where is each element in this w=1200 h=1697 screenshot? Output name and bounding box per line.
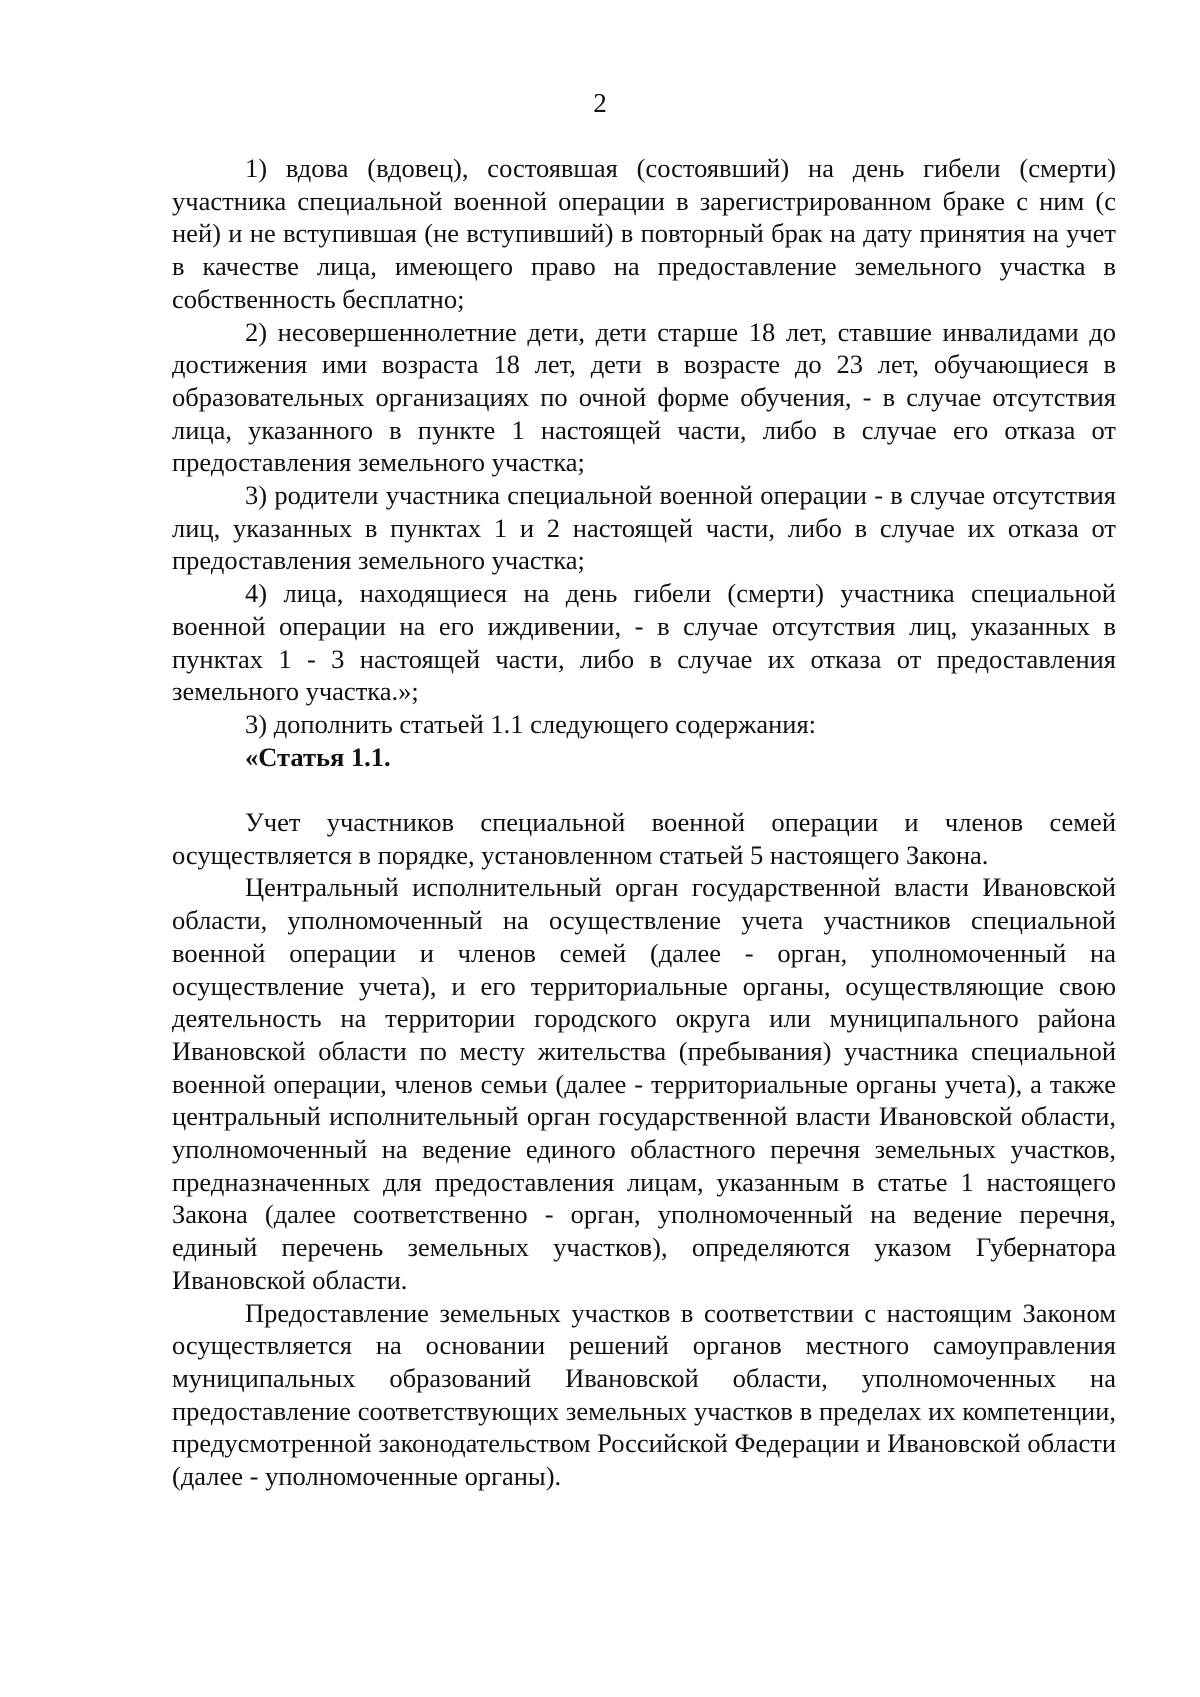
article-heading	[172, 741, 1116, 774]
opening-quote: «	[245, 741, 259, 772]
paragraph-item-1: 1) вдова (вдовец), состоявшая (состоявший) на день гибели (смерти) участника специальной военной операции в зарегистрированном браке с ним (с ней) и не вступившая (не вступивший) в повторный брак на дату принятия на учет в качестве лица, имеющего право на предоставление земельного участка в собственность бесплатно;	[172, 153, 1116, 314]
paragraph-central-body: Центральный исполнительный орган государственной власти Ивановской области, уполномоченный на осуществление учета участников специальной военной операции и членов семей (далее - орган, уполномоченный на осуществление учета), и его территориальные органы, осуществляющие свою деятельность на территории городского округа или муниципального района Ивановской области по месту жительства (пребывания) участника специальной военной операции, членов семьи (далее - территориальные органы учета), а также центральный исполнительный орган государственной власти Ивановской области, уполномоченный на ведение единого областного перечня земельных участков, предназначенных для предоставления лицам, указанным в статье 1 настоящего Закона (далее соответственно - орган, уполномоченный на ведение перечня, единый перечень земельных участков), определяются указом Губернатора Ивановской области.	[172, 872, 1116, 1295]
article-title: Статья 1.1.	[258, 741, 391, 772]
page-number: 2	[593, 88, 607, 118]
heading-spacer	[172, 773, 1116, 806]
document-body	[172, 152, 1116, 1493]
paragraph-item-4: 4) лица, находящиеся на день гибели (смерти) участника специальной военной операции на его иждивении, - в случае отсутствия лиц, указанных в пунктах 1 - 3 настоящей части, либо в случае их отказа от предоставления земельного участка.»;	[172, 578, 1116, 707]
paragraph-item-2: 2) несовершеннолетние дети, дети старше 18 лет, ставшие инвалидами до достижения ими возраста 18 лет, дети в возрасте до 23 лет, обучающиеся в образовательных организациях по очной форме обучения, - в случае отсутствия лица, указанного в пункте 1 настоящей части, либо в случае его отказа от предоставления земельного участка;	[172, 316, 1116, 478]
paragraph-accounting: Учет участников специальной военной операции и членов семей осуществляется в порядке, установленном статьей 5 настоящего Закона.	[172, 807, 1116, 870]
paragraph-amendment-3: 3) дополнить статьей 1.1 следующего содержания:	[245, 708, 817, 739]
paragraph-land-provision: Предоставление земельных участков в соответствии с настоящим Законом осуществляется на основании решений органов местного самоуправления муниципальных образований Ивановской области, уполномоченных на предоставление соответствующих земельных участков в пределах их компетенции, предусмотренной законодательством Российской Федерации и Ивановской области (далее - уполномоченные органы).	[172, 1297, 1116, 1492]
paragraph-item-3: 3) родители участника специальной военной операции - в случае отсутствия лиц, указанных в пунктах 1 и 2 настоящей части, либо в случае их отказа от предоставления земельного участка;	[172, 480, 1116, 576]
